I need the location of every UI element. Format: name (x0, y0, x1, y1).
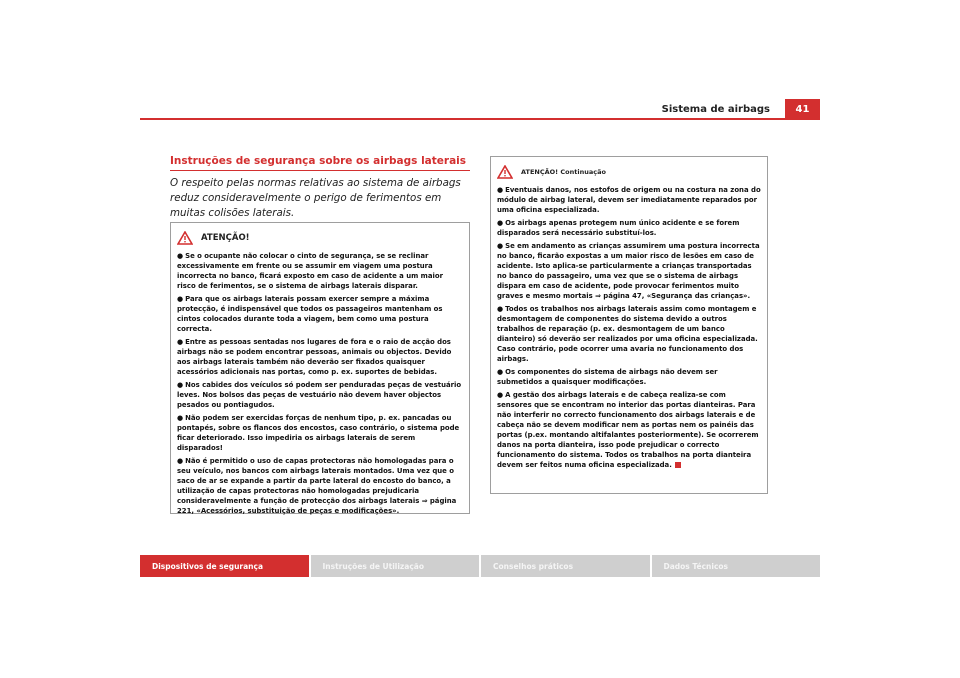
warning-header (177, 231, 463, 245)
bullet-icon: ● (177, 295, 184, 303)
section-intro: O respeito pelas normas relativas ao sistema de airbags reduz consideravelmente o perigo de ferimentos em muitas colisões laterais. (170, 177, 461, 219)
footer-tab-technical-data[interactable]: Dados Técnicos (652, 555, 821, 577)
bullet-icon: ● (497, 219, 504, 227)
warning-item: ● Todos os trabalhos nos airbags laterais assim como montagem e desmontagem de componentes do sistema devido a outros trabalhos de reparação (p. ex. desmontagem de um banco dianteiro) só deverão ser realizados por uma oficina especializada. Caso contrário, pode ocorrer uma avaria no funcionamento dos airbags. (497, 305, 758, 363)
bullet-icon: ● (497, 391, 504, 399)
bullet-icon: ● (177, 414, 184, 422)
warning-item: ● Entre as pessoas sentadas nos lugares de fora e o raio de acção dos airbags não se podem encontrar pessoas, animais ou objectos. Devido aos airbags laterais também não deverão ser fixados quaisquer acessórios adicionais nas portas, como p. ex. suportes de bebidas. (177, 338, 452, 376)
warning-box-right (490, 156, 768, 494)
bullet-icon: ● (497, 242, 504, 250)
section-heading: Instruções de segurança sobre os airbags laterais (170, 155, 470, 171)
bullet-icon: ● (177, 457, 184, 465)
warning-title-continued: ATENÇÃO! Continuação (521, 168, 606, 176)
warning-header-continued (497, 165, 761, 179)
page-number-badge: 41 (785, 99, 820, 119)
warning-item: ● Para que os airbags laterais possam exercer sempre a máxima protecção, é indispensável que todos os passageiros mantenham os cintos colocados durante toda a viagem, bem como uma postura correcta. (177, 295, 443, 333)
bullet-icon: ● (177, 381, 184, 389)
footer-nav (140, 555, 820, 577)
bullet-icon: ● (497, 305, 504, 313)
warning-item: ● A gestão dos airbags laterais e de cabeça realiza-se com sensores que se encontram no interior das portas dianteiras. Para não interferir no correcto funcionamento dos airbags laterais e de cabeça não se devem modificar nem as portas nem os painéis das portas (p.ex. montando altifalantes posteriormente). Se ocorrerem danos na porta dianteira, isso pode prejudicar o correcto funcionamento do sistema. Todos os trabalhos na porta dianteira devem ser feitos numa oficina especializada. (497, 391, 759, 469)
warning-list-right (497, 185, 761, 470)
warning-triangle-icon (497, 165, 513, 179)
warning-item: ● Se em andamento as crianças assumirem uma postura incorrecta no banco, ficarão expostas a um maior risco de lesões em caso de acidente. Isto aplica-se particularmente a crianças transportadas no banco do passageiro, uma vez que se o sistema de airbags dispara em caso de acidente, pode provocar ferimentos muito graves e mesmo mortais ⇒ página 47, «Segurança das crianças». (497, 242, 760, 300)
footer-tab-safety-devices[interactable]: Dispositivos de segurança (140, 555, 309, 577)
warning-list-left (177, 251, 463, 516)
warning-item: ● Se o ocupante não colocar o cinto de segurança, se se reclinar excessivamente em frente ou se assumir em viagem uma postura incorrecta no banco, ficará exposto em caso de acidente a um maior risco de ferimentos, se o sistema de airbags laterais disparar. (177, 252, 444, 290)
chapter-title: Sistema de airbags (661, 104, 770, 115)
warning-triangle-icon (177, 231, 193, 245)
footer-tab-operating-instructions[interactable]: Instruções de Utilização (311, 555, 480, 577)
bullet-icon: ● (177, 252, 184, 260)
bullet-icon: ● (497, 368, 504, 376)
warning-item: ● Nos cabides dos veículos só podem ser penduradas peças de vestuário leves. Nos bolsos das peças de vestuário não devem haver objectos pesados ou pontiagudos. (177, 381, 462, 409)
warning-item: ● Eventuais danos, nos estofos de origem ou na costura na zona do módulo de airbag lateral, devem ser imediatamente reparados por uma oficina especializada. (497, 186, 761, 214)
section-end-icon (675, 462, 681, 468)
warning-box-left (170, 222, 470, 514)
header-divider (140, 118, 820, 120)
warning-item: ● Os airbags apenas protegem num único acidente e se forem disparados será necessário substituí-los. (497, 219, 740, 237)
warning-item: ● Os componentes do sistema de airbags não devem ser submetidos a quaisquer modificações. (497, 368, 718, 386)
footer-tab-practical-tips[interactable]: Conselhos práticos (481, 555, 650, 577)
page-header (0, 0, 960, 120)
bullet-icon: ● (497, 186, 504, 194)
warning-title: ATENÇÃO! (201, 233, 250, 243)
warning-item: ● Não é permitido o uso de capas protectoras não homologadas para o seu veículo, nos bancos com airbags laterais montados. Uma vez que o saco de ar se expande a partir da parte lateral do encosto do banco, a utilização de capas protectoras não homologadas prejudicaria consideravelmente a função de protecção dos airbags laterais ⇒ página 221, «Acessórios, substituição de peças e modificações». (177, 457, 457, 515)
warning-item: ● Não podem ser exercidas forças de nenhum tipo, p. ex. pancadas ou pontapés, sobre os flancos dos encostos, caso contrário, o sistema pode ficar deteriorado. Isso impediria os airbags laterais de serem disparados! (177, 414, 460, 452)
bullet-icon: ● (177, 338, 184, 346)
